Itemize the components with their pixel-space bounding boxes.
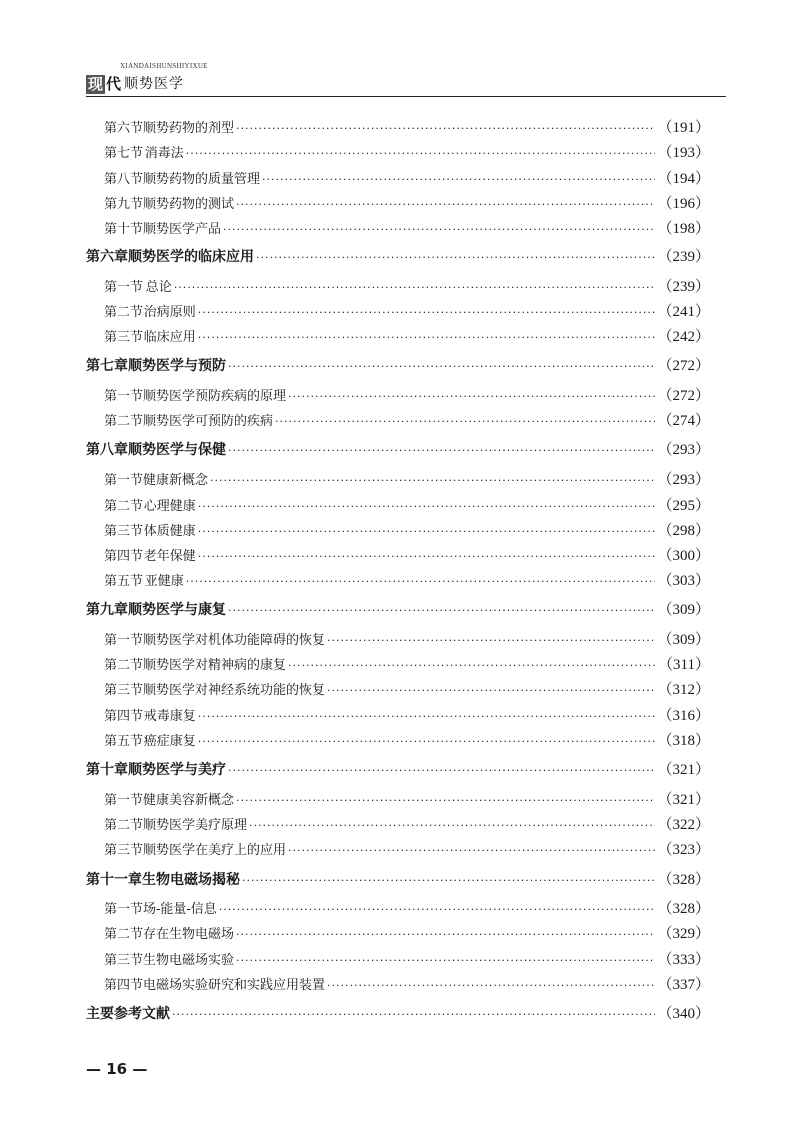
logo-char-2: 代: [106, 75, 122, 93]
toc-entry-number: 第六章: [86, 249, 128, 265]
toc-entry-title: 顺势医学美疗原理: [143, 818, 248, 833]
toc-entry-number: 第四节: [104, 549, 144, 564]
toc-section-row: [86, 569, 710, 590]
toc-chapter-row: [86, 758, 710, 779]
toc-entry-number: 第十一章: [86, 872, 142, 888]
dot-leader: [288, 659, 656, 672]
dot-leader: [249, 819, 655, 832]
toc-entry-title: 生物电磁场实验: [143, 953, 235, 968]
book-title: 顺势医学: [124, 76, 185, 92]
toc-entry-title: 顺势医学的临床应用: [128, 249, 254, 265]
toc-section-row: [86, 973, 710, 994]
toc-page-number: （300）: [657, 548, 710, 564]
toc-page-number: （322）: [657, 817, 710, 833]
toc-entry-title: 顺势医学与预防: [128, 358, 226, 374]
toc-entry-title: 顺势医学对精神病的康复: [143, 658, 287, 673]
toc-entry-title: 心理健康: [143, 499, 196, 514]
toc-page-number: （191）: [657, 120, 710, 136]
toc-section-row: [86, 788, 710, 809]
dot-leader: [228, 764, 655, 777]
toc-page-number: （274）: [657, 413, 710, 429]
toc-section-row: [86, 300, 710, 321]
toc-entry-number: 第九章: [86, 602, 128, 618]
toc-chapter-row: [86, 354, 710, 375]
toc-entry-number: 第八节: [104, 172, 144, 187]
header-rule: [86, 96, 726, 97]
running-header: [86, 62, 726, 98]
logo-char-1: 现: [88, 75, 104, 93]
toc-entry-number: 第一节: [104, 389, 144, 404]
toc-entry-number: 第四节: [104, 709, 144, 724]
toc-page-number: （272）: [657, 388, 710, 404]
toc-section-row: [86, 628, 710, 649]
toc-chapter-row: [86, 1002, 710, 1023]
toc-entry-number: 第二节: [104, 818, 144, 833]
toc-chapter-row: [86, 438, 710, 459]
toc-entry-number: 第三节: [104, 683, 144, 698]
header-pinyin: XIANDAISHUNSHIYIXUE: [120, 62, 208, 70]
dot-leader: [236, 794, 655, 807]
dot-leader: [174, 281, 656, 294]
toc-entry-number: 第六节: [104, 121, 144, 136]
toc-entry-title: 场-能量-信息: [143, 902, 217, 917]
dot-leader: [186, 575, 656, 588]
dot-leader: [288, 390, 655, 403]
dot-leader: [327, 634, 655, 647]
toc-page-number: （293）: [657, 472, 710, 488]
toc-entry-number: 第一节: [104, 633, 144, 648]
toc-page-number: （318）: [657, 733, 710, 749]
dot-leader: [327, 684, 655, 697]
toc-entry-number: 第一节: [104, 793, 144, 808]
dot-leader: [198, 525, 656, 538]
toc-entry-number: 第一节: [104, 280, 144, 295]
toc-entry-title: 健康美容新概念: [143, 793, 235, 808]
dot-leader: [198, 500, 656, 513]
toc-chapter-row: [86, 245, 710, 266]
toc-entry-number: 第二节: [104, 305, 144, 320]
dot-leader: [228, 360, 655, 373]
dot-leader: [236, 122, 655, 135]
toc-section-row: [86, 544, 710, 565]
toc-page-number: （298）: [657, 523, 710, 539]
dot-leader: [198, 710, 656, 723]
toc-entry-number: 第二节: [104, 414, 144, 429]
toc-section-row: [86, 729, 710, 750]
toc-entry-title: 治病原则: [143, 305, 196, 320]
toc-section-row: [86, 704, 710, 725]
dot-leader: [198, 550, 656, 563]
dot-leader: [198, 306, 656, 319]
toc-page-number: （333）: [657, 952, 710, 968]
toc-entry-number: 第二节: [104, 658, 144, 673]
book-logo: [86, 72, 184, 94]
toc-entry-title: 电磁场实验研究和实践应用装置: [143, 978, 326, 993]
page-number: — 16 —: [86, 1060, 148, 1078]
toc-section-row: [86, 325, 710, 346]
toc-entry-title: 总论: [145, 280, 172, 295]
toc-entry-title: 亚健康: [144, 574, 184, 589]
toc-entry-title: 存在生物电磁场: [143, 927, 235, 942]
toc-entry-number: 第八章: [86, 442, 128, 458]
toc-entry-title: 顺势药物的剂型: [143, 121, 235, 136]
dot-leader: [228, 604, 655, 617]
toc-entry-title: 顺势医学在美疗上的应用: [143, 843, 287, 858]
toc-entry-title: 顺势药物的测试: [143, 197, 235, 212]
toc-section-row: [86, 217, 710, 238]
toc-section-row: [86, 519, 710, 540]
dot-leader: [236, 198, 655, 211]
toc-section-row: [86, 678, 710, 699]
toc-entry-title: 顺势医学与保健: [128, 442, 226, 458]
toc-entry-number: 第三节: [104, 524, 144, 539]
toc-section-row: [86, 838, 710, 859]
toc-chapter-row: [86, 868, 710, 889]
toc-entry-title: 消毒法: [144, 146, 184, 161]
toc-entry-title: 顺势医学对神经系统功能的恢复: [143, 683, 326, 698]
toc-page-number: （309）: [657, 602, 710, 618]
dot-leader: [288, 844, 655, 857]
toc-page-number: （242）: [657, 329, 710, 345]
toc-page-number: （316）: [657, 708, 710, 724]
toc-page-number: （312）: [657, 682, 710, 698]
toc-entry-number: 第九节: [104, 197, 144, 212]
toc-page-number: （272）: [657, 358, 710, 374]
toc-section-row: [86, 948, 710, 969]
toc-entry-number: 第四节: [104, 978, 144, 993]
toc-section-row: [86, 192, 710, 213]
toc-page-number: （194）: [657, 171, 710, 187]
toc-page-number: （193）: [657, 145, 710, 161]
toc-section-row: [86, 409, 710, 430]
toc-entry-title: 健康新概念: [143, 473, 209, 488]
toc-entry-title: 癌症康复: [143, 734, 196, 749]
toc-page-number: （303）: [657, 573, 710, 589]
toc-entry-title: 老年保健: [143, 549, 196, 564]
toc-entry-title: 顺势医学与美疗: [128, 762, 226, 778]
dot-leader: [275, 415, 655, 428]
dot-leader: [219, 903, 656, 916]
dot-leader: [228, 444, 655, 457]
dot-leader: [242, 874, 655, 887]
toc-section-row: [86, 813, 710, 834]
toc-section-row: [86, 384, 710, 405]
dot-leader: [172, 1008, 655, 1021]
toc-page-number: （321）: [657, 792, 710, 808]
toc-entry-title: 顺势医学对机体功能障碍的恢复: [143, 633, 326, 648]
dot-leader: [198, 735, 656, 748]
toc-section-row: [86, 167, 710, 188]
dot-leader: [198, 331, 656, 344]
toc-page-number: （241）: [657, 304, 710, 320]
toc-page-number: （321）: [657, 762, 710, 778]
toc-entry-number: 第七节: [104, 146, 144, 161]
toc-page-number: （196）: [657, 196, 710, 212]
toc-entry-number: 第二节: [104, 927, 144, 942]
toc-entry-number: 第三节: [104, 330, 144, 345]
toc-section-row: [86, 116, 710, 137]
dot-leader: [186, 147, 656, 160]
toc-page-number: （239）: [657, 279, 710, 295]
dot-leader: [210, 474, 655, 487]
dot-leader: [256, 251, 655, 264]
toc-section-row: [86, 494, 710, 515]
toc-entry-number: 第三节: [104, 953, 144, 968]
dot-leader: [262, 173, 655, 186]
toc-entry-number: 第五节: [104, 574, 144, 589]
toc-entry-number: 第十节: [104, 222, 144, 237]
toc-chapter-row: [86, 598, 710, 619]
toc-page-number: （309）: [657, 632, 710, 648]
toc-entry-title: 戒毒康复: [143, 709, 196, 724]
toc-page-number: （329）: [657, 926, 710, 942]
toc-entry-number: 第十章: [86, 762, 128, 778]
toc-section-row: [86, 897, 710, 918]
toc-page-number: （239）: [657, 249, 710, 265]
toc-entry-number: 第五节: [104, 734, 144, 749]
toc-entry-title: 顺势药物的质量管理: [143, 172, 261, 187]
toc-page-number: （328）: [657, 872, 710, 888]
toc-page-number: （323）: [657, 842, 710, 858]
toc-page-number: （337）: [657, 977, 710, 993]
toc-entry-number: 第一节: [104, 473, 144, 488]
toc-entry-title: 顺势医学产品: [143, 222, 222, 237]
toc-entry-title: 临床应用: [143, 330, 196, 345]
toc-entry-number: 第三节: [104, 843, 144, 858]
toc-entry-title: 顺势医学可预防的疾病: [143, 414, 274, 429]
dot-leader: [223, 223, 655, 236]
toc-section-row: [86, 653, 710, 674]
toc-entry-title: 体质健康: [143, 524, 196, 539]
dot-leader: [327, 979, 655, 992]
toc-entry-title: 主要参考文献: [86, 1006, 170, 1022]
toc-entry-number: 第二节: [104, 499, 144, 514]
toc-page-number: （295）: [657, 498, 710, 514]
toc-page-number: （198）: [657, 221, 710, 237]
toc-section-row: [86, 922, 710, 943]
toc-entry-number: 第一节: [104, 902, 144, 917]
toc-page-number: （340）: [657, 1006, 710, 1022]
dot-leader: [236, 928, 655, 941]
toc-section-row: [86, 468, 710, 489]
toc-page-number: （293）: [657, 442, 710, 458]
toc-entry-title: 顺势医学预防疾病的原理: [143, 389, 287, 404]
toc-section-row: [86, 141, 710, 162]
toc-section-row: [86, 275, 710, 296]
toc-entry-title: 顺势医学与康复: [128, 602, 226, 618]
toc-entry-title: 生物电磁场揭秘: [142, 872, 240, 888]
dot-leader: [236, 954, 655, 967]
toc-page-number: （311）: [658, 657, 710, 673]
toc-page-number: （328）: [657, 901, 710, 917]
toc-entry-number: 第七章: [86, 358, 128, 374]
